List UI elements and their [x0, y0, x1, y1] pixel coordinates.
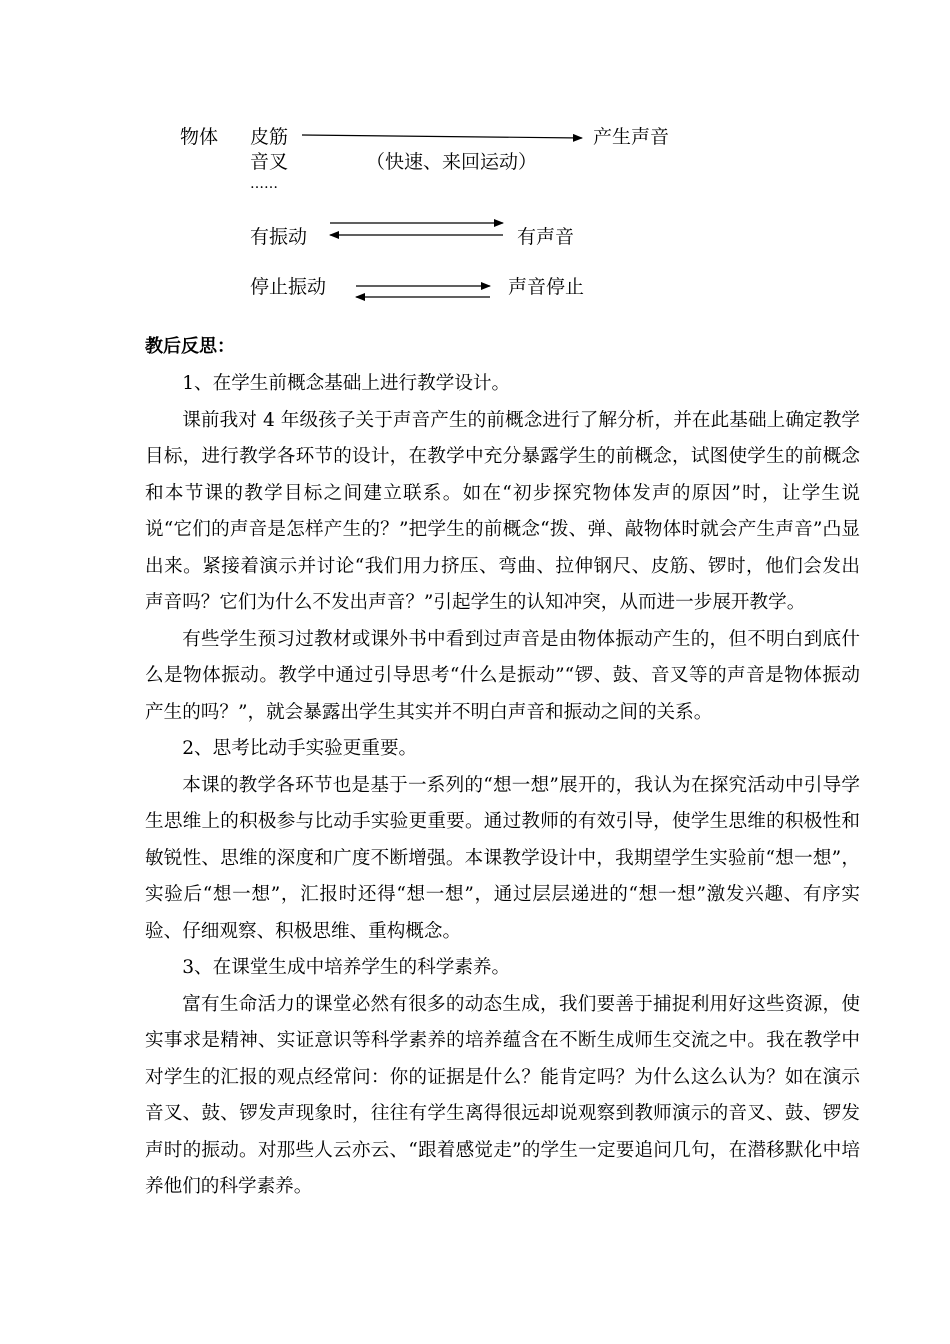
point-1-paragraph-1: 课前我对 4 年级孩子关于声音产生的前概念进行了解分析，并在此基础上确定教学目标，进行教学各环节的设计，在教学中充分暴露学生的前概念，试图使学生的前概念和本节课的教学目标之间建立联系。如在“初步探究物体发声的原因”时，让学生说说“它们的声音是怎样产生的？”把学生的前概念“拨、弹、敲物体时就会产生声音”凸显出来。紧接着演示并讨论“我们用力挤压、弯曲、拉伸钢尺、皮筋、锣时，他们会发出声音吗？它们为什么不发出声音？”引起学生的认知冲突，从而进一步展开教学。 — [145, 409, 860, 613]
example-tuning-fork: 音叉 — [250, 151, 289, 173]
point-2-title: 2、思考比动手实验更重要。 — [182, 738, 418, 759]
stop-vibrate-label: 停止振动 — [250, 276, 327, 298]
example-rubber-band: 皮筋 — [250, 126, 289, 148]
point-1-title: 1、在学生前概念基础上进行教学设计。 — [182, 373, 511, 394]
point-3-title: 3、在课堂生成中培养学生的科学素养。 — [182, 957, 511, 978]
sound-production-diagram — [0, 0, 950, 320]
object-label: 物体 — [180, 126, 219, 148]
point-3-paragraph: 富有生命活力的课堂必然有很多的动态生成，我们要善于捕捉利用好这些资源，使实事求是精神、实证意识等科学素养的培养蕴含在不断生成师生交流之中。我在教学中对学生的汇报的观点经常问：你的证据是什么？能肯定吗？为什么这么认为？如在演示音叉、鼓、锣发声现象时，往往有学生离得很远却说观察到教师演示的音叉、鼓、锣发声时的振动。对那些人云亦云、“跟着感觉走”的学生一定要追问几句，在潜移默化中培养他们的科学素养。 — [145, 993, 860, 1197]
point-1-paragraph-2: 有些学生预习过教材或课外书中看到过声音是由物体振动产生的，但不明白到底什么是物体振动。教学中通过引导思考“什么是振动”“锣、鼓、音叉等的声音是物体振动产生的吗？”，就会暴露出学生其实并不明白声音和振动之间的关系。 — [145, 628, 860, 723]
sound-label: 有声音 — [517, 226, 575, 248]
motion-note: （快速、来回运动） — [366, 151, 538, 173]
example-ellipsis: …… — [250, 176, 278, 192]
vibrate-label: 有振动 — [250, 226, 308, 248]
result-label: 产生声音 — [593, 126, 670, 148]
produce-sound-arrow — [302, 135, 582, 138]
reflection-heading: 教后反思： — [145, 336, 235, 357]
teaching-reflection — [145, 332, 860, 1206]
point-2-paragraph: 本课的教学各环节也是基于一系列的“想一想”展开的，我认为在探究活动中引导学生思维上的积极参与比动手实验更重要。通过教师的有效引导，使学生思维的积极性和敏锐性、思维的深度和广度不断增强。本课教学设计中，我期望学生实验前“想一想”，实验后“想一想”，汇报时还得“想一想”，通过层层递进的“想一想”激发兴趣、有序实验、仔细观察、积极思维、重构概念。 — [145, 774, 860, 942]
sound-stop-label: 声音停止 — [508, 276, 585, 298]
diagram-arrows — [0, 0, 950, 320]
